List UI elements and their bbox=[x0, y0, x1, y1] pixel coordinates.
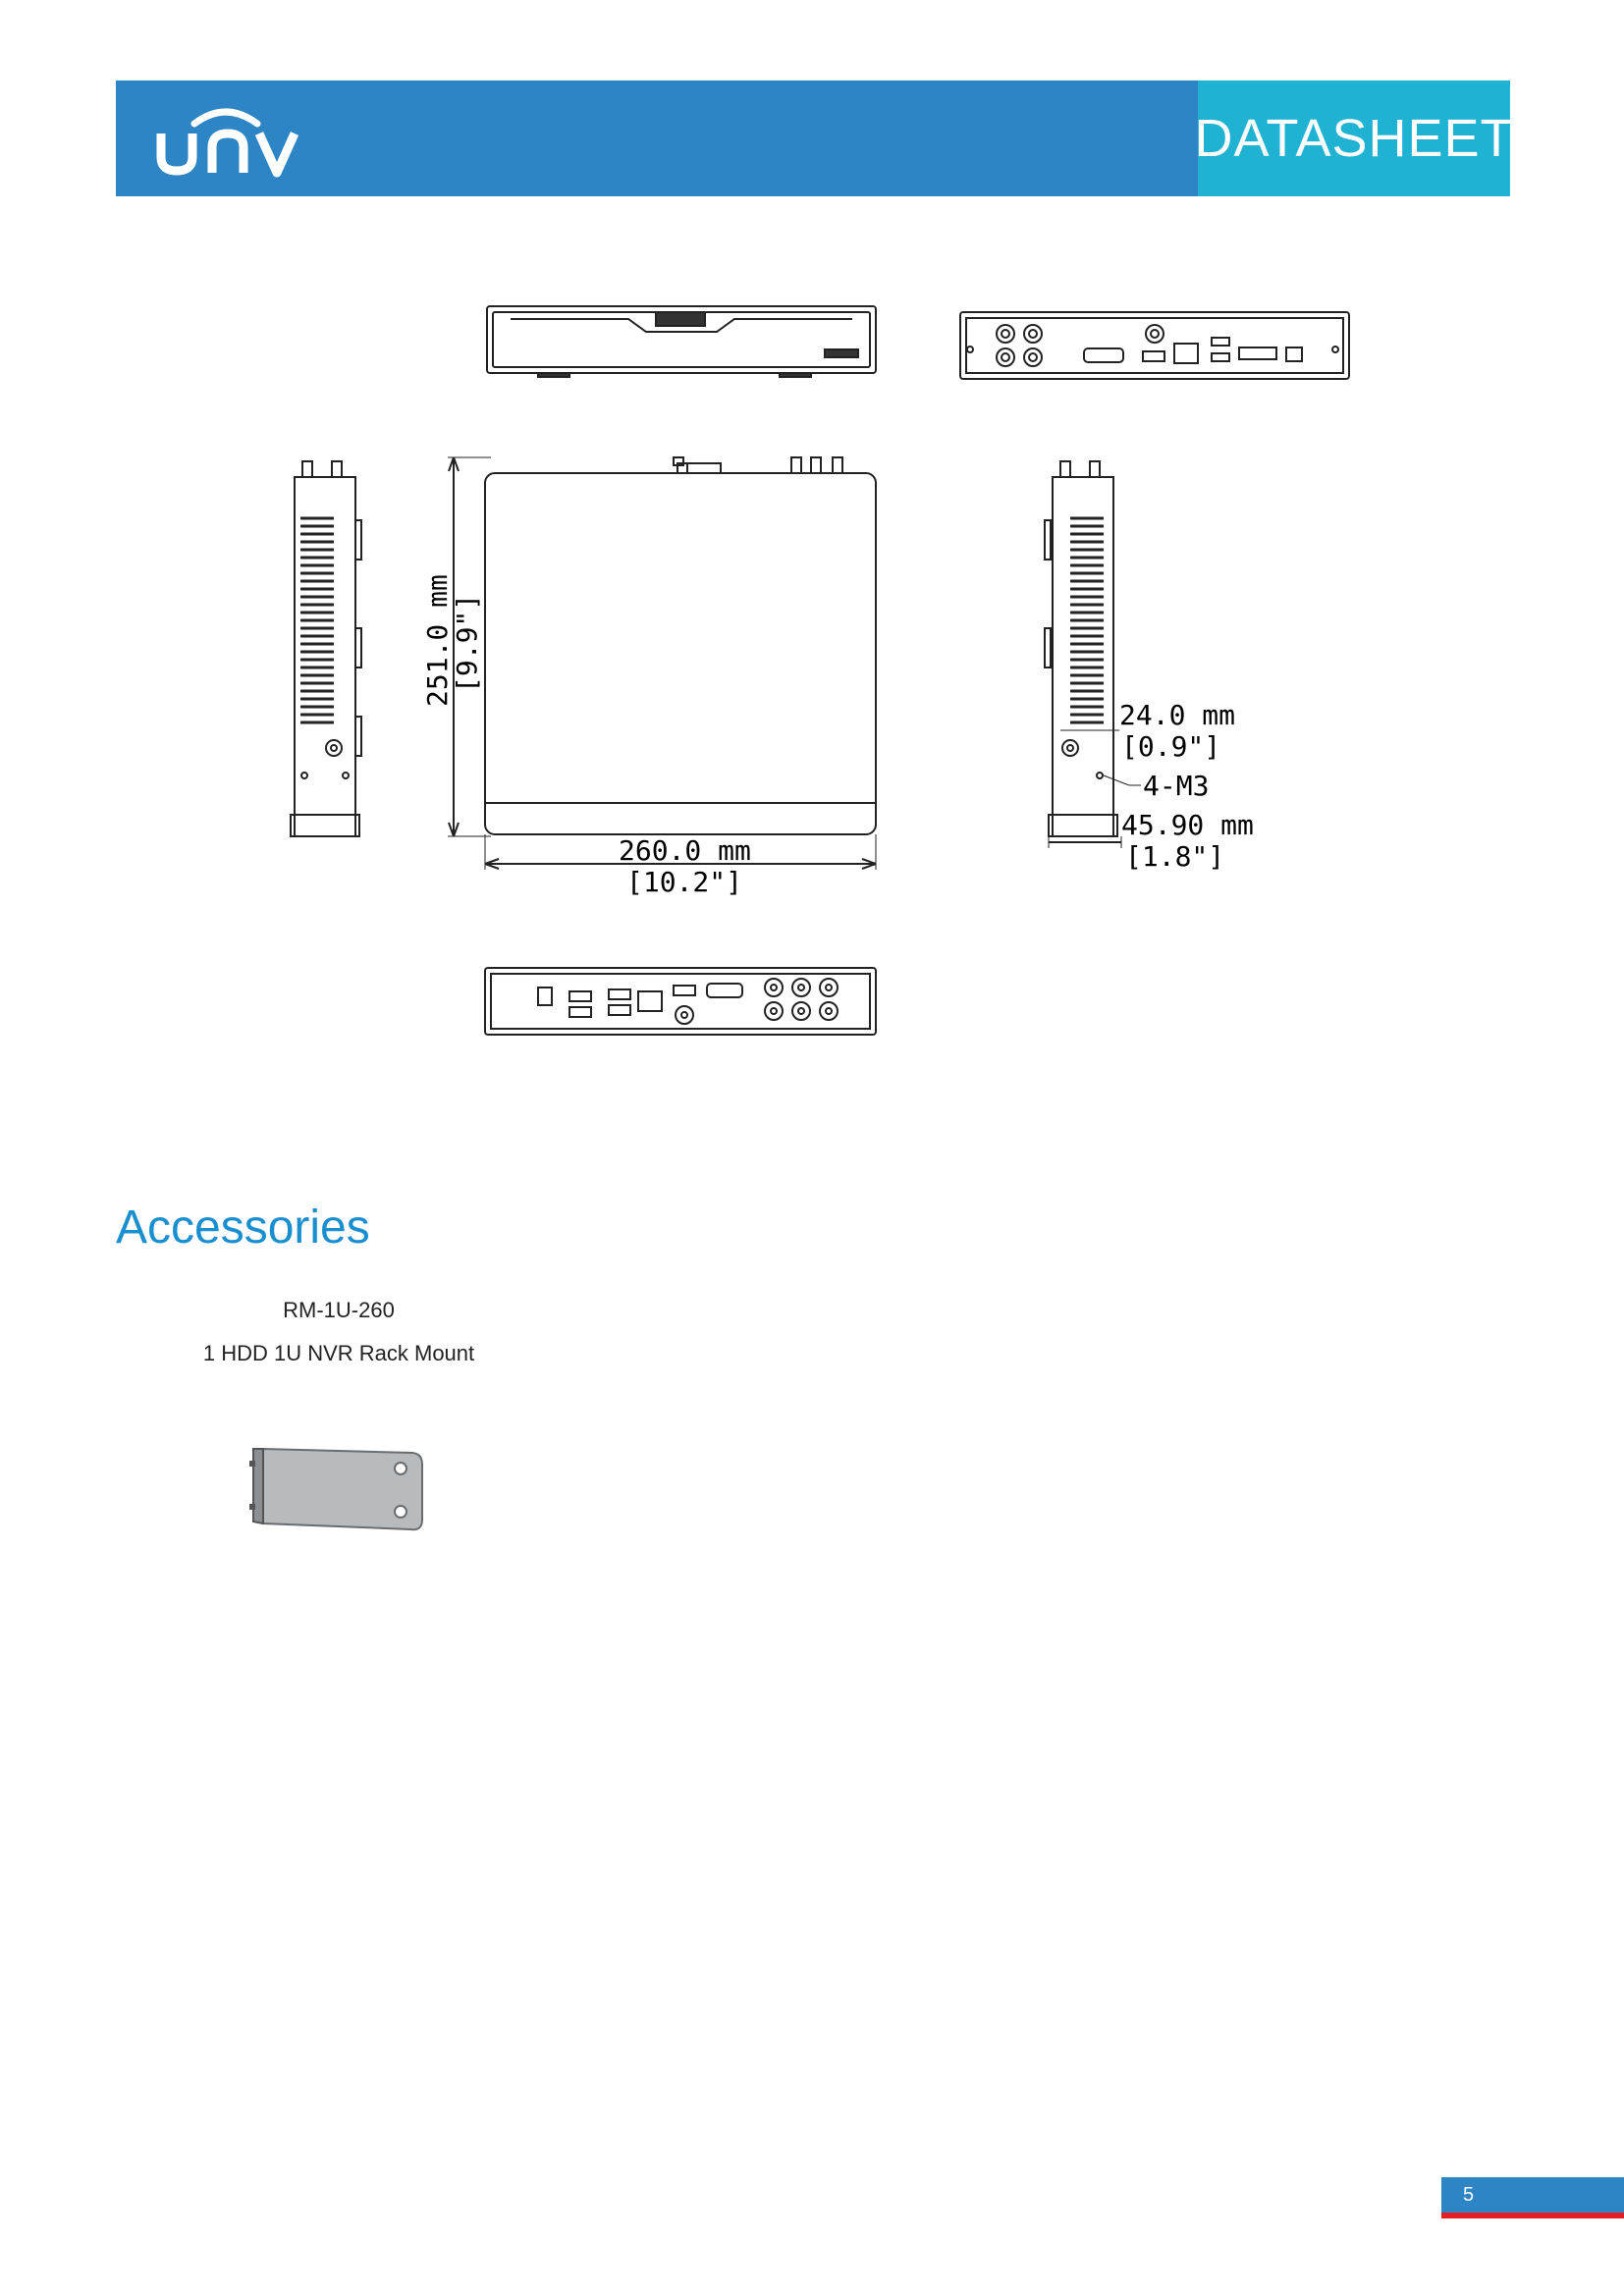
dim-width-in: [10.2"] bbox=[626, 866, 743, 898]
dim-side-mm: 24.0 mm bbox=[1119, 699, 1236, 731]
page-number: 5 bbox=[1441, 2177, 1624, 2213]
dim-height-mm: 251.0 mm bbox=[421, 574, 454, 707]
dim-screw: 4-M3 bbox=[1143, 770, 1210, 802]
dim-height-in: [9.9"] bbox=[451, 593, 483, 693]
accessories-title: Accessories bbox=[116, 1201, 370, 1254]
top-view bbox=[448, 457, 876, 870]
dimension-drawing bbox=[0, 0, 1624, 1080]
front-view bbox=[487, 306, 876, 377]
rear-view bbox=[960, 312, 1349, 379]
rear-view-bottom bbox=[485, 968, 876, 1035]
dim-depth-mm: 45.90 mm bbox=[1121, 809, 1254, 841]
accessory-description: 1 HDD 1U NVR Rack Mount bbox=[202, 1341, 475, 1365]
accessory-model: RM-1U-260 bbox=[283, 1298, 395, 1322]
dim-width-mm: 260.0 mm bbox=[619, 834, 751, 867]
rack-mount-bracket-image bbox=[244, 1439, 440, 1547]
footer-accent-bar bbox=[1441, 2213, 1624, 2218]
datasheet-tag: DATASHEET bbox=[1198, 80, 1510, 196]
dim-side-in: [0.9"] bbox=[1121, 730, 1221, 763]
left-side-view bbox=[291, 461, 361, 836]
dim-depth-in: [1.8"] bbox=[1125, 840, 1225, 873]
right-side-view bbox=[1045, 461, 1141, 848]
